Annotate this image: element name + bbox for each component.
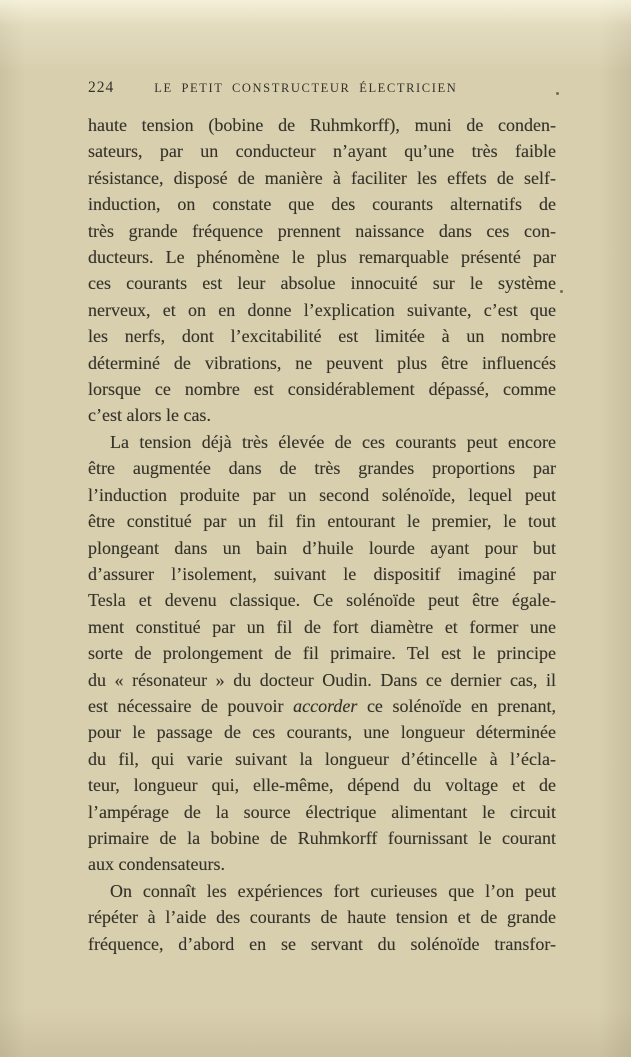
text-line: c’est alors le cas. bbox=[88, 405, 211, 426]
text-line: sorte de prolongement de fil primaire. Tel est le principe bbox=[88, 643, 556, 664]
paragraph bbox=[88, 878, 556, 957]
text-line: induction, on constate que des courants alternatifs de bbox=[88, 194, 556, 215]
text-line: très grande fréquence prennent naissance dans ces con- bbox=[88, 220, 556, 241]
page-header bbox=[88, 79, 556, 97]
scan-artifact bbox=[556, 92, 559, 95]
page-number: 224 bbox=[88, 79, 115, 96]
text-line: ces courants est leur absolue innocuité sur le système bbox=[88, 273, 556, 294]
text-line: du « résonateur » du docteur Oudin. Dans ce dernier cas, il bbox=[88, 669, 556, 690]
text-line: répéter à l’aide des courants de haute tension et de grande bbox=[88, 907, 556, 928]
text-line: primaire de la bobine de Ruhmkorff fournissant le courant bbox=[88, 827, 556, 848]
page-body bbox=[88, 112, 556, 957]
text-line: plongeant dans un bain d’huile lourde ayant pour but bbox=[88, 537, 556, 558]
text-line: aux condensateurs. bbox=[88, 854, 225, 875]
text-line: teur, longueur qui, elle-même, dépend du voltage et de bbox=[88, 775, 556, 796]
text-line: Tesla et devenu classique. Ce solénoïde peut être égale- bbox=[88, 590, 556, 611]
text-line: l’ampérage de la source électrique alimentant le circuit bbox=[88, 801, 556, 822]
text-line bbox=[88, 693, 556, 719]
running-title: LE PETIT CONSTRUCTEUR ÉLECTRICIEN bbox=[154, 81, 458, 95]
text-line: On connaît les expériences fort curieuses que l’on peut bbox=[110, 880, 556, 901]
text-line: haute tension (bobine de Ruhmkorff), muni de conden- bbox=[88, 115, 556, 135]
text-line: d’assurer l’isolement, suivant le dispositif imaginé par bbox=[88, 563, 556, 584]
paragraph bbox=[88, 112, 556, 429]
scan-artifact bbox=[560, 290, 563, 293]
text-line: du fil, qui varie suivant la longueur d’étincelle à l’écla- bbox=[88, 748, 556, 769]
text-line: l’induction produite par un second solénoïde, lequel peut bbox=[88, 484, 556, 505]
text-segment: est nécessaire de pouvoir bbox=[88, 695, 294, 716]
text-line: déterminé de vibrations, ne peuvent plus être influencés bbox=[88, 352, 556, 373]
text-line: les nerfs, dont l’excitabilité est limitée à un nombre bbox=[88, 326, 556, 347]
text-line: fréquence, d’abord en se servant du solénoïde transfor- bbox=[88, 933, 556, 954]
text-segment: ce solénoïde en prenant, bbox=[357, 695, 556, 716]
text-line: pour le passage de ces courants, une longueur déterminée bbox=[88, 722, 556, 743]
text-line: La tension déjà très élevée de ces courants peut encore bbox=[110, 431, 556, 452]
text-line: être augmentée dans de très grandes proportions par bbox=[88, 458, 556, 479]
text-line: lorsque ce nombre est considérablement dépassé, comme bbox=[88, 379, 556, 400]
emphasized-text: accorder bbox=[293, 695, 358, 716]
text-line: être constitué par un fil fin entourant le premier, le tout bbox=[88, 511, 556, 532]
text-line: sateurs, par un conducteur n’ayant qu’une très faible bbox=[88, 141, 556, 162]
text-line: résistance, disposé de manière à faciliter les effets de self- bbox=[88, 167, 556, 188]
text-line: ment constitué par un fil de fort diamètre et former une bbox=[88, 616, 556, 637]
text-line: nerveux, et on en donne l’explication suivante, c’est que bbox=[88, 299, 556, 320]
text-line: ducteurs. Le phénomène le plus remarquable présenté par bbox=[88, 247, 556, 268]
paragraph bbox=[88, 429, 556, 878]
